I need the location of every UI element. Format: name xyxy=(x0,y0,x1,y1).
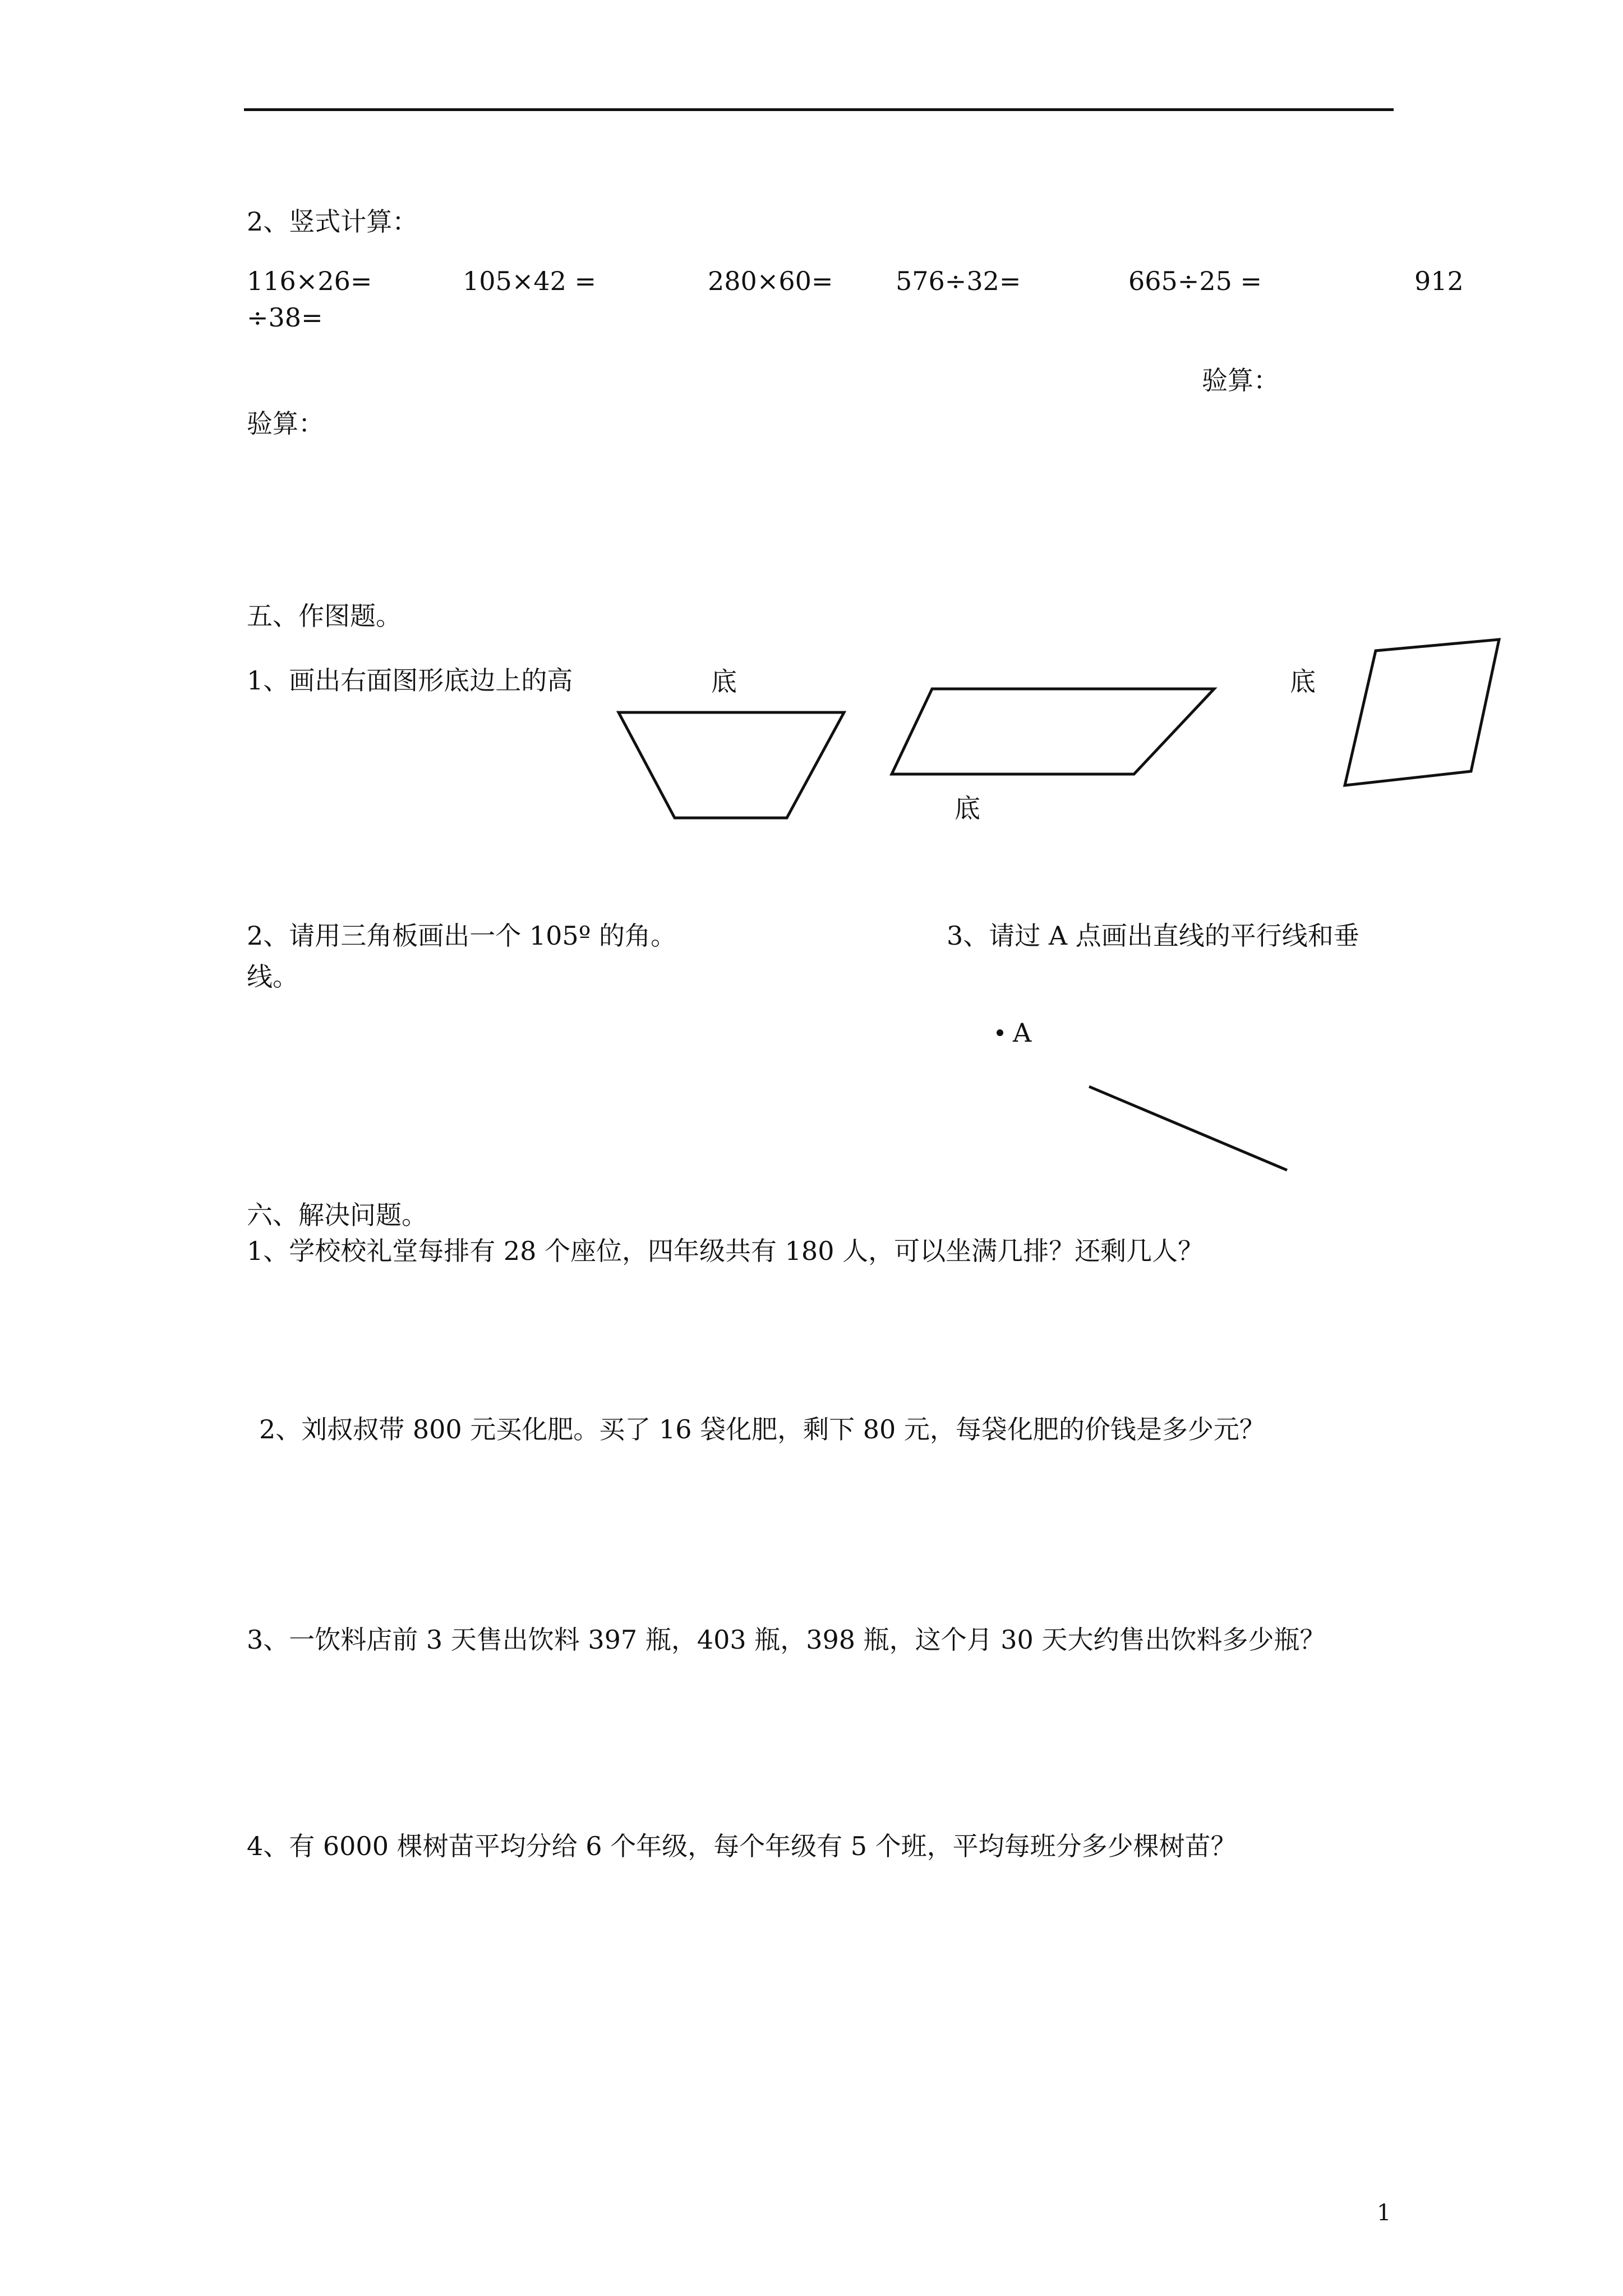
calc-problem-3: 280×60= xyxy=(708,266,833,296)
section6-q1: 1、学校校礼堂每排有 28 个座位，四年级共有 180 人，可以坐满几排？还剩几人？ xyxy=(247,1236,1204,1266)
section5-q3-line1: 3、请过 A 点画出直线的平行线和垂 xyxy=(947,921,1359,951)
page-number: 1 xyxy=(1377,2200,1391,2226)
calc-problem-2: 105×42 = xyxy=(463,266,597,296)
section6-q4: 4、有 6000 棵树苗平均分给 6 个年级，每个年级有 5 个班，平均每班分多少棵树苗？ xyxy=(247,1831,1237,1861)
quadrilateral-shape xyxy=(1345,639,1499,785)
point-a-dot xyxy=(997,1029,1003,1036)
base-label-quadrilateral: 底 xyxy=(1290,666,1316,697)
calc-problem-1: 116×26= xyxy=(247,266,372,296)
calc-problem-6-start: 912 xyxy=(1414,266,1464,296)
q2-vertical-calc-title: 2、竖式计算： xyxy=(247,206,418,237)
section5-q1: 1、画出右面图形底边上的高 xyxy=(247,665,573,696)
section6-q2: 2、刘叔叔带 800 元买化肥。买了 16 袋化肥，剩下 80 元，每袋化肥的价钱是多少元？ xyxy=(259,1414,1265,1444)
section6-title: 六、解决问题。 xyxy=(247,1200,427,1230)
base-label-parallelogram: 底 xyxy=(955,793,980,823)
section6-q3: 3、一饮料店前 3 天售出饮料 397 瓶，403 瓶，398 瓶，这个月 30 天大约售出饮料多少瓶？ xyxy=(247,1625,1326,1655)
calc-problem-4: 576÷32= xyxy=(896,266,1021,296)
base-label-trapezoid: 底 xyxy=(711,666,737,697)
section5-q3-line2: 线。 xyxy=(247,961,298,992)
given-line xyxy=(1089,1087,1287,1170)
section5-title: 五、作图题。 xyxy=(247,601,402,631)
parallelogram-shape xyxy=(892,689,1214,774)
check-label-left: 验算： xyxy=(247,408,324,439)
calc-problem-5: 665÷25 = xyxy=(1128,266,1262,296)
point-a-label: A xyxy=(1013,1018,1032,1048)
trapezoid-shape xyxy=(619,712,844,818)
calc-problem-6-end: ÷38= xyxy=(247,302,323,333)
section5-q2: 2、请用三角板画出一个 105º 的角。 xyxy=(247,921,676,951)
check-label-right: 验算： xyxy=(1202,365,1279,395)
